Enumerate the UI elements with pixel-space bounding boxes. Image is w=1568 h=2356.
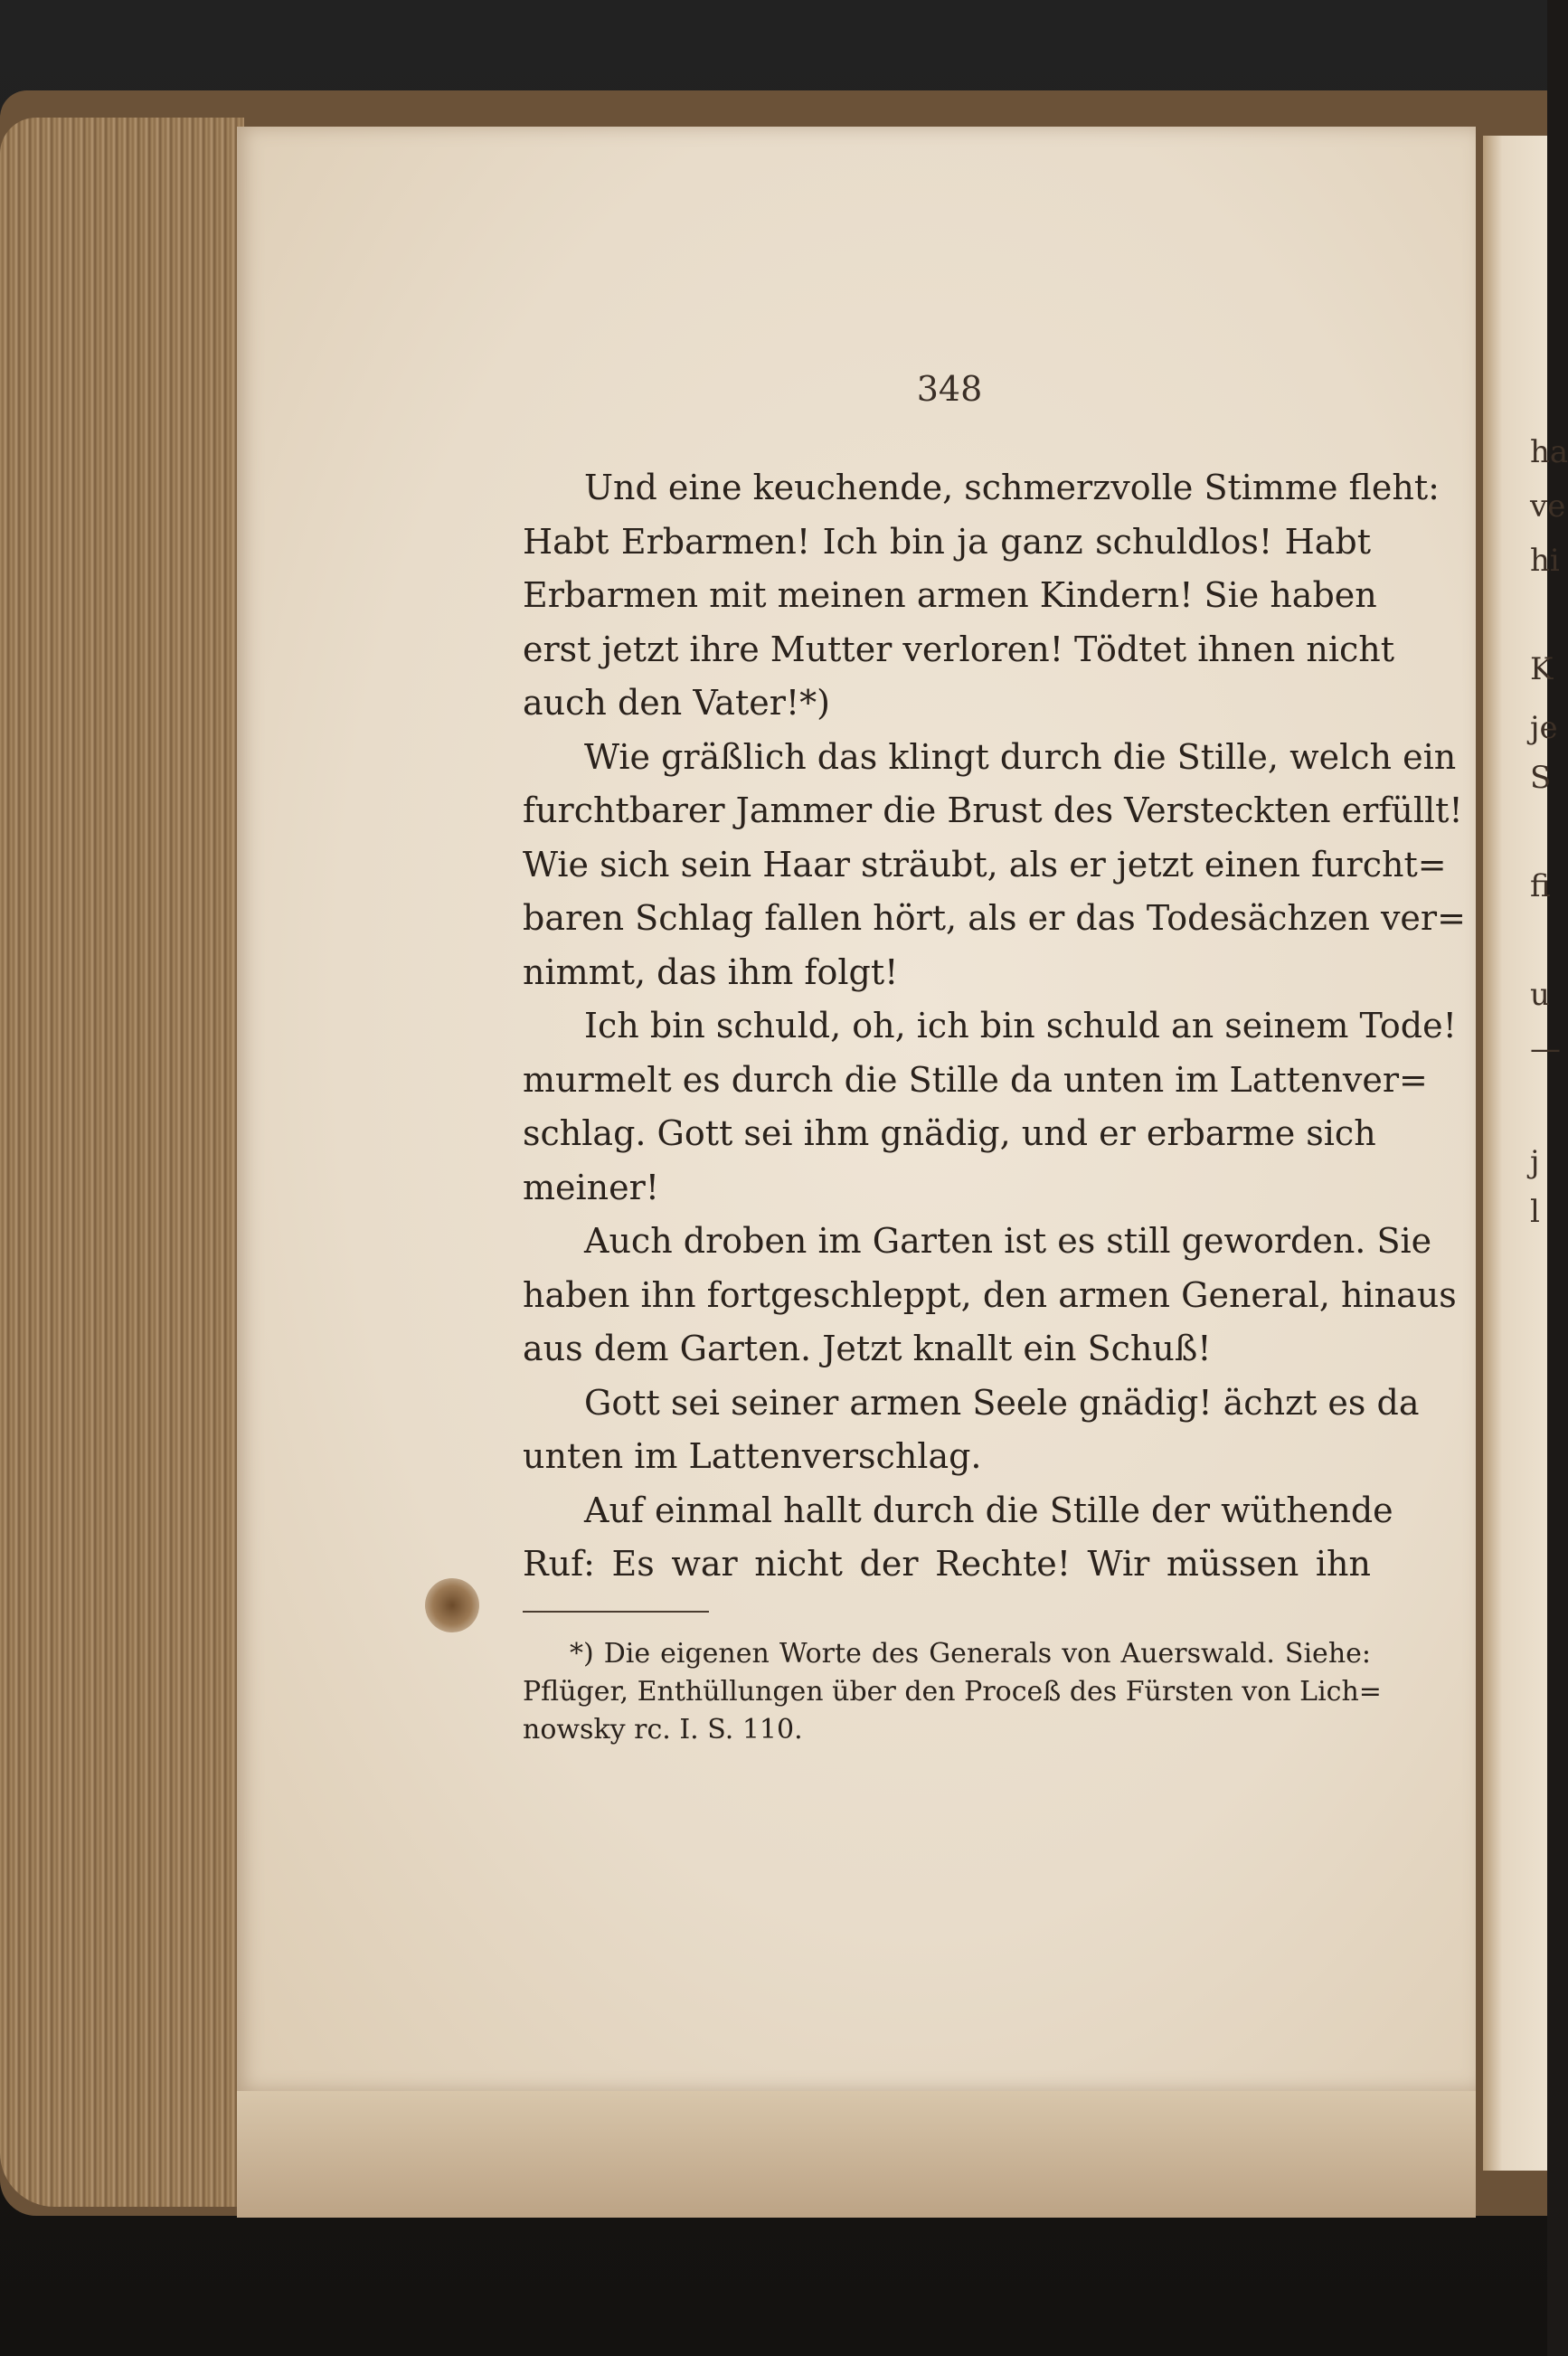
text-line: unten im Lattenverschlag. — [523, 1436, 982, 1476]
text-line: haben ihn fortgeschleppt, den armen General, hinaus — [523, 1274, 1457, 1315]
facing-page-fragment: ve — [1530, 488, 1566, 525]
facing-page-fragment: je — [1530, 710, 1558, 746]
text-line: Ruf: Es war nicht der Rechte! Wir müssen ihn — [523, 1544, 1371, 1584]
text-line: Ich bin schuld, oh, ich bin schuld an seinem Tode! — [584, 1006, 1457, 1046]
text-line: nimmt, das ihm folgt! — [523, 951, 899, 992]
facing-page-fragment: K — [1530, 651, 1554, 687]
text-line: meiner! — [523, 1167, 660, 1207]
text-line: Wie sich sein Haar sträubt, als er jetzt einen furcht= — [523, 844, 1447, 885]
text-line: Habt Erbarmen! Ich bin ja ganz schuldlos! Habt — [523, 521, 1371, 562]
facing-page-fragment: — — [1530, 1031, 1561, 1067]
footnote-separator — [523, 1611, 709, 1613]
text-line: Gott sei seiner armen Seele gnädig! ächzt es da — [584, 1382, 1420, 1423]
facing-page-fragment: u — [1530, 977, 1550, 1013]
footnote-line: *) Die eigenen Worte des Generals von Auerswald. Siehe: — [570, 1638, 1371, 1670]
facing-page-fragment: ha — [1530, 434, 1568, 470]
page-number: 348 — [916, 369, 983, 409]
facing-page-fragment: l — [1530, 1194, 1540, 1230]
page-bottom-margin — [237, 2091, 1476, 2218]
page-stain — [425, 1578, 479, 1632]
text-line: auch den Vater!*) — [523, 683, 830, 723]
text-line: Und eine keuchende, schmerzvolle Stimme fleht: — [584, 468, 1440, 507]
text-line: schlag. Gott sei ihm gnädig, und er erbarme sich — [523, 1113, 1376, 1153]
text-line: Wie gräßlich das klingt durch die Stille, welch ein — [584, 736, 1457, 777]
text-line: aus dem Garten. Jetzt knallt ein Schuß! — [523, 1329, 1212, 1368]
body-text — [523, 461, 1466, 1592]
facing-page-fragment: hi — [1530, 543, 1560, 579]
text-line: murmelt es durch die Stille da unten im Lattenver= — [523, 1059, 1428, 1100]
text-line: Auf einmal hallt durch die Stille der wüthende — [584, 1490, 1393, 1530]
footnote-line: nowsky rc. I. S. 110. — [523, 1714, 803, 1746]
footnote-line: Pflüger, Enthüllungen über den Proceß des Fürsten von Lich= — [523, 1676, 1382, 1708]
text-line: baren Schlag fallen hört, als er das Todesächzen ver= — [523, 898, 1466, 938]
text-line: erst jetzt ihre Mutter verloren! Tödtet ihnen nicht — [523, 629, 1395, 669]
facing-page-fragment: fi — [1530, 868, 1551, 904]
page-edges — [0, 118, 244, 2207]
facing-page-fragment: j — [1530, 1144, 1540, 1180]
text-line: Erbarmen mit meinen armen Kindern! Sie haben — [523, 575, 1377, 615]
text-line: Auch droben im Garten ist es still geworden. Sie — [584, 1221, 1432, 1261]
text-line: furchtbarer Jammer die Brust des Versteckten erfüllt! — [523, 790, 1463, 830]
footnote — [523, 1635, 1382, 1749]
facing-page-fragment: S — [1530, 760, 1552, 796]
